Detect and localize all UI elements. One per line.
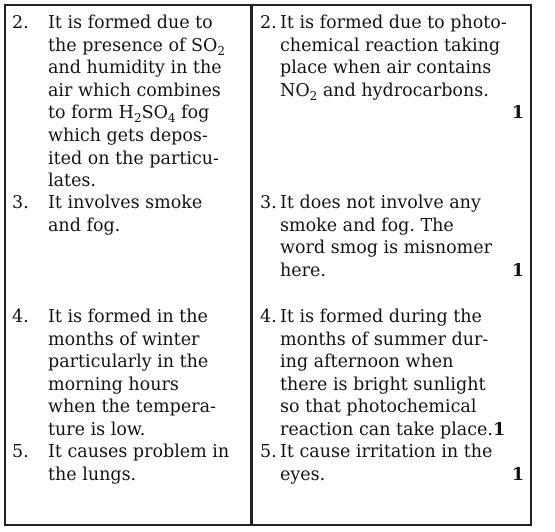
right-column <box>260 12 524 487</box>
left-row-2-text: It is formed due to the presence of $SO_2$ and humidity in the air which combines to form $H_2SO_4$ fog which gets depos- ited on the particu- lates. <box>48 13 226 192</box>
comparison-table <box>4 4 532 526</box>
left-row-4-number: 4. <box>12 307 29 327</box>
left-column <box>12 12 240 487</box>
left-row-2 <box>12 12 240 192</box>
left-row-5 <box>12 441 240 487</box>
right-row-5 <box>260 441 524 487</box>
right-row-5-text: It cause irritation in the eyes. 1 <box>280 442 524 485</box>
right-row-4-number: 4. <box>260 307 277 327</box>
left-row-3-number: 3. <box>12 193 29 213</box>
right-row-4-mark: 1 <box>492 419 506 440</box>
column-divider <box>250 6 253 524</box>
right-row-3-number: 3. <box>260 193 277 213</box>
left-row-5-text: It causes problem in the lungs. <box>48 442 230 485</box>
right-row-3 <box>260 192 524 306</box>
right-row-2 <box>260 12 524 192</box>
right-row-2-mark: 1 <box>511 103 524 124</box>
right-row-2-number: 2. <box>260 13 277 33</box>
right-row-5-mark: 1 <box>511 464 524 485</box>
right-row-3-text: It does not involve any smoke and fog. The word smog is misnomer here. 1 <box>280 193 524 281</box>
right-row-2-text: It is formed due to photo- chemical reaction taking place when air contains $NO_2$ and hydrocarbons. 1 <box>280 13 524 124</box>
left-row-5-number: 5. <box>12 442 29 462</box>
right-row-3-mark: 1 <box>511 260 524 281</box>
right-row-4-text: It is formed during the months of summer dur- ing afternoon when there is bright sunlight so that photochemical reaction can take place.1 <box>280 307 506 440</box>
left-row-4 <box>12 306 240 441</box>
left-row-3-text: It involves smoke and fog. <box>48 193 203 236</box>
left-row-4-text: It is formed in the months of winter particularly in the morning hours when the tempera- ture is low. <box>48 307 216 440</box>
left-row-2-number: 2. <box>12 13 29 33</box>
left-row-3 <box>12 192 240 306</box>
right-row-5-number: 5. <box>260 442 277 462</box>
right-row-4 <box>260 306 524 441</box>
